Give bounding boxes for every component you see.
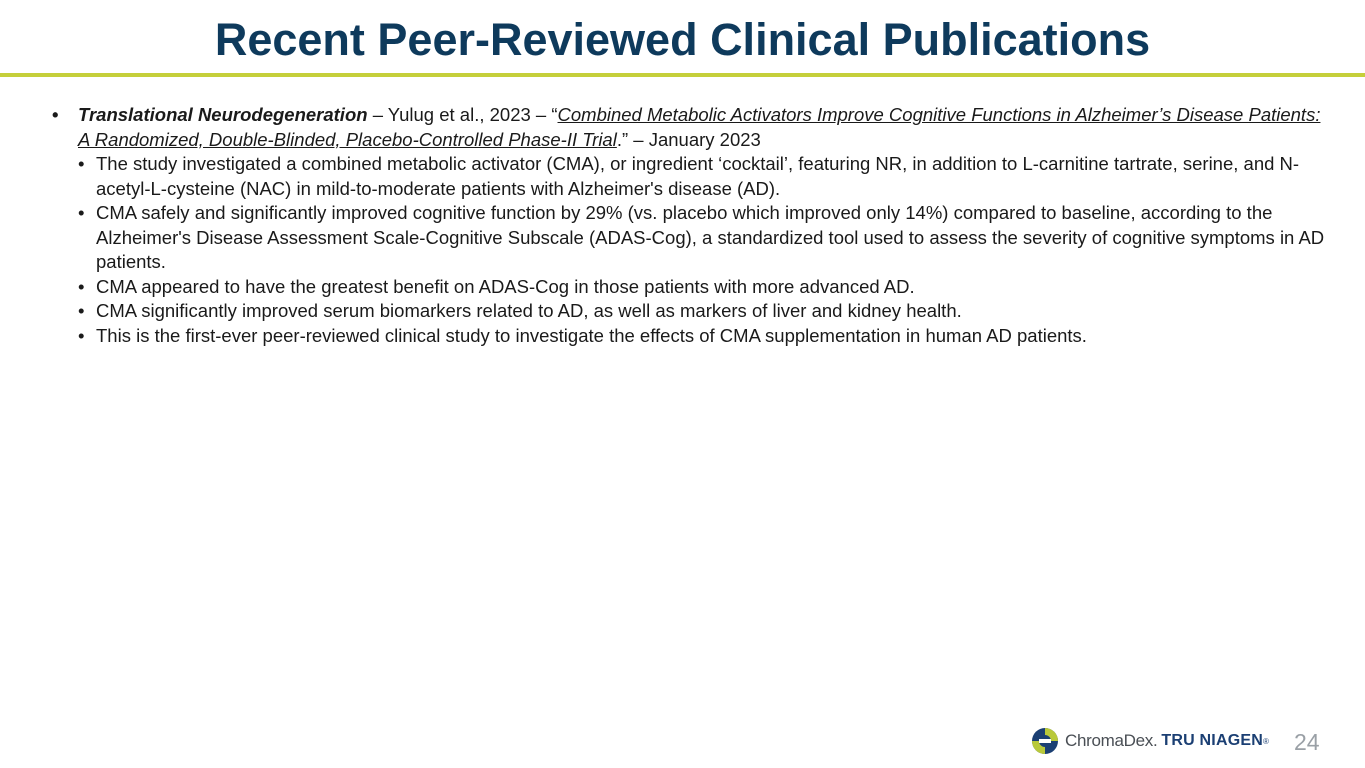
list-item bbox=[78, 152, 1327, 201]
bullet-marker: • bbox=[78, 300, 85, 321]
page-number: 24 bbox=[1294, 729, 1320, 755]
title-divider bbox=[0, 73, 1365, 77]
list-item bbox=[78, 275, 1327, 300]
finding-text: The study investigated a combined metabolic activator (CMA), or ingredient ‘cocktail’, featuring NR, in addition to L-carnitine tartrate, serine, and N-acetyl-L-cysteine (NAC) in mild-to-moderate patients with Alzheimer's disease (AD). bbox=[96, 153, 1300, 199]
list-item bbox=[78, 299, 1327, 324]
bullet-marker: • bbox=[78, 153, 85, 174]
publication-date: .” – January 2023 bbox=[616, 128, 761, 150]
company-logo bbox=[1031, 725, 1269, 757]
chromadex-logo-icon bbox=[1031, 727, 1059, 755]
bullet-marker: • bbox=[52, 104, 59, 125]
list-item bbox=[78, 201, 1327, 275]
publication-entry bbox=[52, 103, 1327, 152]
bullet-marker: • bbox=[78, 324, 85, 346]
finding-text: This is the first-ever peer-reviewed clinical study to investigate the effects of CMA supplementation in human AD patients. bbox=[96, 324, 1087, 346]
finding-text: CMA significantly improved serum biomarkers related to AD, as well as markers of liver and kidney health. bbox=[96, 300, 962, 321]
finding-text: CMA safely and significantly improved cognitive function by 29% (vs. placebo which improved only 14%) compared to baseline, according to the Alzheimer's Disease Assessment Scale-Cognitive Subscale (ADAS-Cog), a standardized tool used to assess the severity of cognitive symptoms in AD patients. bbox=[96, 202, 1325, 272]
bullet-marker: • bbox=[78, 275, 85, 297]
authors-year: – Yulug et al., 2023 – “ bbox=[367, 104, 558, 125]
list-item bbox=[78, 324, 1327, 349]
company-name: ChromaDex. bbox=[1065, 731, 1158, 750]
journal-name: Translational Neurodegeneration bbox=[78, 104, 368, 125]
brand-name: TRU NIAGEN bbox=[1161, 732, 1263, 749]
trademark-symbol: ® bbox=[1262, 736, 1269, 746]
article-title-link[interactable]: Combined Metabolic Activators Improve Cognitive Functions in Alzheimer’s Disease Patients: A Randomized, Double-Blinded, Placebo-Controlled Phase-II Trial bbox=[78, 104, 1321, 150]
slide-title: Recent Peer-Reviewed Clinical Publications bbox=[214, 14, 1151, 65]
findings-list bbox=[52, 152, 1327, 348]
publication-list bbox=[52, 103, 1327, 348]
bullet-marker: • bbox=[78, 202, 85, 223]
finding-text: CMA appeared to have the greatest benefit on ADAS-Cog in those patients with more advanced AD. bbox=[96, 275, 915, 297]
